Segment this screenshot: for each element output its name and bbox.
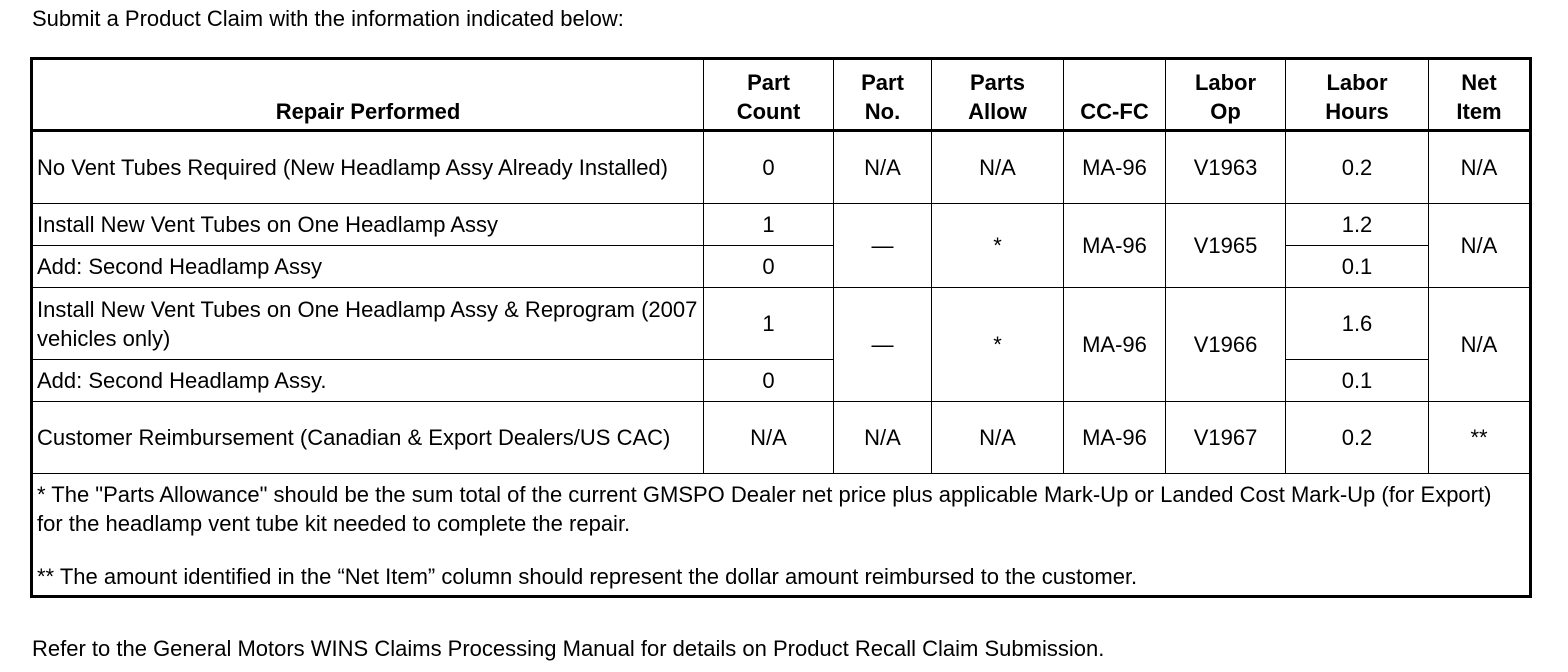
table-row [32, 204, 1531, 246]
repair-cell: No Vent Tubes Required (New Headlamp Assy Already Installed) [32, 131, 704, 204]
part-count-cell: 1 [704, 288, 834, 360]
part-count-cell: N/A [704, 402, 834, 474]
labor-op-cell: V1966 [1166, 288, 1286, 402]
repair-cell: Customer Reimbursement (Canadian & Export Dealers/US CAC) [32, 402, 704, 474]
ccfc-cell: MA-96 [1064, 131, 1166, 204]
header-part-no: Part No. [834, 59, 932, 131]
repair-cell: Add: Second Headlamp Assy [32, 246, 704, 288]
footnote-parts-allowance: * The "Parts Allowance" should be the sum total of the current GMSPO Dealer net price plus applicable Mark-Up or Landed Cost Mark-Up (for Export) for the headlamp vent tube kit needed to complete the repair. [37, 482, 1492, 536]
ccfc-cell: MA-96 [1064, 204, 1166, 288]
repair-cell: Install New Vent Tubes on One Headlamp Assy [32, 204, 704, 246]
header-part-count: Part Count [704, 59, 834, 131]
header-repair-performed: Repair Performed [32, 59, 704, 131]
table-row [32, 246, 1531, 288]
labor-hours-cell: 1.2 [1286, 204, 1429, 246]
part-count-cell: 0 [704, 246, 834, 288]
intro-text: Submit a Product Claim with the information indicated below: [32, 6, 624, 31]
part-count-cell: 0 [704, 131, 834, 204]
header-labor-hours: Labor Hours [1286, 59, 1429, 131]
header-labor-op: Labor Op [1166, 59, 1286, 131]
table-row [32, 360, 1531, 402]
labor-hours-cell: 0.2 [1286, 402, 1429, 474]
part-count-cell: 0 [704, 360, 834, 402]
net-item-cell: ** [1429, 402, 1531, 474]
repair-cell: Add: Second Headlamp Assy. [32, 360, 704, 402]
net-item-cell: N/A [1429, 131, 1531, 204]
notes-row [32, 474, 1531, 597]
header-row [32, 59, 1531, 131]
parts-allow-cell: * [932, 288, 1064, 402]
footnote-net-item: ** The amount identified in the “Net Item” column should represent the dollar amount reimbursed to the customer. [37, 564, 1138, 589]
table-row [32, 402, 1531, 474]
header-parts-allow: Parts Allow [932, 59, 1064, 131]
part-no-cell: — [834, 204, 932, 288]
labor-op-cell: V1967 [1166, 402, 1286, 474]
labor-hours-cell: 0.1 [1286, 360, 1429, 402]
table-row [32, 131, 1531, 204]
parts-allow-cell: * [932, 204, 1064, 288]
labor-op-cell: V1965 [1166, 204, 1286, 288]
labor-hours-cell: 1.6 [1286, 288, 1429, 360]
parts-allow-cell: N/A [932, 131, 1064, 204]
part-no-cell: N/A [834, 402, 932, 474]
part-no-cell: — [834, 288, 932, 402]
header-cc-fc: CC-FC [1064, 59, 1166, 131]
ccfc-cell: MA-96 [1064, 288, 1166, 402]
header-net-item: Net Item [1429, 59, 1531, 131]
outro-text: Refer to the General Motors WINS Claims Processing Manual for details on Product Recall Claim Submission. [32, 636, 1105, 661]
labor-hours-cell: 0.1 [1286, 246, 1429, 288]
net-item-cell: N/A [1429, 204, 1531, 288]
repair-cell: Install New Vent Tubes on One Headlamp Assy & Reprogram (2007 vehicles only) [32, 288, 704, 360]
notes-cell [32, 474, 1531, 597]
labor-op-cell: V1963 [1166, 131, 1286, 204]
ccfc-cell: MA-96 [1064, 402, 1166, 474]
table-row [32, 288, 1531, 360]
net-item-cell: N/A [1429, 288, 1531, 402]
claim-table [30, 57, 1532, 598]
part-no-cell: N/A [834, 131, 932, 204]
parts-allow-cell: N/A [932, 402, 1064, 474]
labor-hours-cell: 0.2 [1286, 131, 1429, 204]
part-count-cell: 1 [704, 204, 834, 246]
